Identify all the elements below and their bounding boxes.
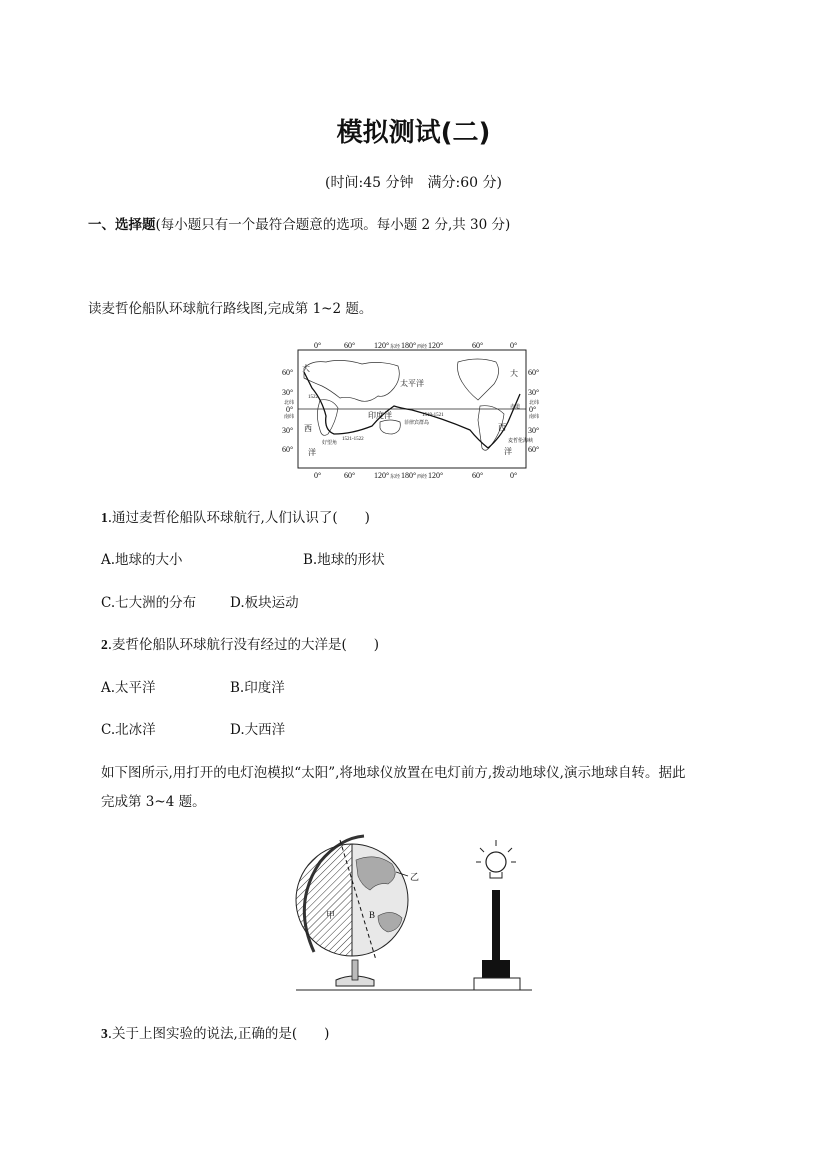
map-tick: 0° — [510, 471, 518, 480]
intro-text-1: 读麦哲伦船队环球航行路线图,完成第 1~2 题。 — [88, 301, 373, 317]
exam-info: (时间:45 分钟 满分:60 分) — [325, 175, 502, 191]
map-label: 1519-1521 — [422, 413, 444, 418]
globe-stand — [352, 960, 358, 980]
map-tick: 东经 — [390, 475, 401, 480]
map-label: 西 — [498, 423, 506, 432]
map-tick: 30° — [282, 426, 294, 435]
map-tick: 30° — [282, 388, 294, 397]
question-number: 3 — [101, 1026, 108, 1041]
light-bulb-icon — [476, 840, 516, 878]
option-b[interactable]: B.印度洋 — [230, 680, 285, 696]
map-tick: 东经 — [390, 345, 401, 350]
question-2-stem-row — [101, 633, 379, 653]
map-tick: 120° — [428, 341, 444, 350]
map-label: 洋 — [504, 447, 512, 456]
map-tick: 180° — [401, 471, 417, 480]
lamp-base — [474, 978, 520, 990]
section-note: (每小题只有一个最符合题意的选项。每小题 2 分,共 30 分) — [155, 217, 511, 233]
intro-text-2-line-1: 如下图所示,用打开的电灯泡模拟“太阳”,将地球仪放置在电灯前方,拨动地球仪,演示地球自转。据此 — [101, 765, 686, 781]
map-label: 印度洋 — [368, 411, 392, 420]
option-c[interactable]: C.七大洲的分布 — [101, 595, 197, 611]
option-a[interactable]: A.太平洋 — [101, 680, 156, 696]
map-tick: 60° — [344, 341, 356, 350]
map-tick: 120° — [428, 471, 444, 480]
lamp-body — [482, 960, 510, 978]
map-tick: 60° — [528, 445, 540, 454]
map-tick: 0° — [529, 405, 537, 414]
map-label: 大 — [302, 364, 310, 373]
map-tick: 120° — [374, 341, 390, 350]
lamp-pole — [492, 890, 500, 962]
question-stem: .关于上图实验的说法,正确的是( ) — [107, 1026, 330, 1042]
map-tick: 西经 — [417, 345, 428, 350]
australia-outline — [380, 420, 400, 434]
map-tick: 0° — [314, 341, 322, 350]
map-tick: 60° — [282, 368, 294, 377]
map-tick: 60° — [282, 445, 294, 454]
question-number: 2 — [101, 637, 108, 652]
globe-label: 乙 — [410, 872, 420, 882]
map-tick: 北纬 — [284, 401, 295, 406]
map-label: 1521-1522 — [342, 437, 364, 442]
question-1-stem-row — [101, 506, 370, 526]
map-tick: 0° — [510, 341, 518, 350]
eurasia-outline — [304, 360, 399, 401]
option-c[interactable]: C.北冰洋 — [101, 722, 156, 738]
map-tick: 30° — [528, 426, 540, 435]
page-title: 模拟测试(二) — [336, 118, 491, 148]
option-b[interactable]: B.地球的形状 — [303, 552, 385, 568]
map-tick: 180° — [401, 341, 417, 350]
map-label: 麦哲伦海峡 — [508, 439, 534, 444]
map-tick: 西经 — [417, 475, 428, 480]
section-heading: 一、选择题 — [88, 217, 156, 233]
map-tick: 南纬 — [284, 415, 295, 420]
question-3-stem-row — [101, 1022, 329, 1042]
question-stem: .麦哲伦船队环球航行没有经过的大洋是( ) — [107, 637, 380, 653]
globe-night-side — [296, 844, 352, 956]
option-d[interactable]: D.大西洋 — [230, 722, 286, 738]
north-america-outline — [458, 359, 499, 400]
map-label: 好望角 — [322, 441, 338, 446]
map-tick: 北纬 — [529, 401, 540, 406]
globe-label: B — [369, 910, 376, 920]
map-tick: 0° — [314, 471, 322, 480]
intro-text-2-line-2: 完成第 3~4 题。 — [101, 794, 206, 810]
map-tick: 60° — [472, 471, 484, 480]
map-tick: 南纬 — [529, 415, 540, 420]
question-stem: .通过麦哲伦船队环球航行,人们认识了( ) — [107, 510, 370, 526]
option-a[interactable]: A.地球的大小 — [101, 552, 183, 568]
map-label: 赤道 — [510, 405, 521, 410]
question-number: 1 — [101, 510, 108, 525]
map-tick: 60° — [472, 341, 484, 350]
globe-label: 甲 — [326, 910, 336, 920]
section-heading-row — [88, 213, 510, 233]
map-tick: 0° — [286, 405, 294, 414]
map-label: 大 — [510, 369, 518, 378]
map-label: 菲律宾群岛 — [404, 421, 430, 426]
map-tick: 30° — [528, 388, 540, 397]
map-tick: 120° — [374, 471, 390, 480]
globe-lamp-figure — [292, 832, 536, 994]
option-d[interactable]: D.板块运动 — [230, 595, 299, 611]
magellan-route-map — [282, 338, 548, 480]
map-label: 太平洋 — [400, 379, 424, 388]
map-tick: 60° — [344, 471, 356, 480]
map-label: 洋 — [308, 448, 316, 457]
map-tick: 60° — [528, 368, 540, 377]
map-label: 1522 — [308, 395, 318, 400]
map-label: 西 — [304, 424, 312, 433]
